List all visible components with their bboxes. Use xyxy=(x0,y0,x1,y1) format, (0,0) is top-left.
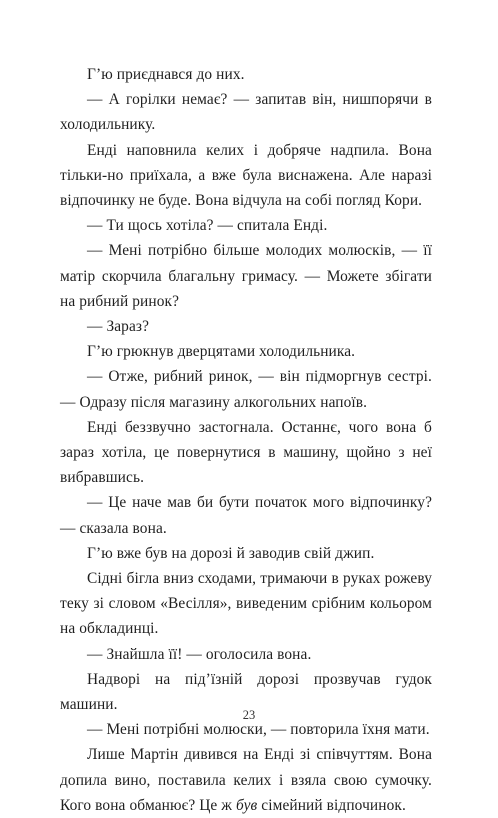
paragraph-6: — Зараз? xyxy=(87,318,150,336)
paragraph-13: — Знайшла її! — оголосила вона. xyxy=(87,645,312,663)
paragraph-12: Сідні бігла вниз сходами, тримаючи в руках рожеву теку зі словом «Весілля», виведеним срібним кольором на обкладинці. xyxy=(60,570,432,638)
paragraph-16-text-end: сімейний відпочинок. xyxy=(257,796,406,814)
paragraph-14: Надворі на під’їзній дорозі прозвучав гудок машини. xyxy=(60,670,432,714)
paragraph-10: — Це наче мав би бути початок мого відпочинку? — сказала вона. xyxy=(60,494,432,537)
paragraph-9: Енді беззвучно застогнала. Останнє, чого вона б зараз хотіла, це повернутися в машину, щойно з неї вибравшись. xyxy=(60,418,432,487)
book-page-text xyxy=(60,62,432,818)
paragraph-2: — А горілки немає? — запитав він, нишпорячи в холодильнику. xyxy=(60,91,432,134)
paragraph-15: — Мені потрібні молюски, — повторила їхня мати. xyxy=(87,721,430,739)
paragraph-1: Г’ю приєднався до них. xyxy=(87,66,245,83)
paragraph-16-emphasis: був xyxy=(235,796,258,814)
paragraph-3: Енді наповнила келих і добряче надпила. Вона тільки-но приїхала, а вже була виснажена. Але наразі відпочинку не буде. Вона відчула на собі погляд Кори. xyxy=(60,141,432,210)
paragraph-4: — Ти щось хотіла? — спитала Енді. xyxy=(87,217,328,235)
page-number: 23 xyxy=(242,708,256,722)
paragraph-16-text-start: Лише Мартін дивився на Енді зі співчуттям. Вона допила вино, поставила келих і взяла свою сумочку. Кого вона обманює? Це ж xyxy=(60,746,432,814)
paragraph-5: — Мені потрібно більше молодих молюсків, — її матір скорчила благальну гримасу. — Можете збігати на рибний ринок? xyxy=(60,242,432,310)
paragraph-11: Г’ю вже був на дорозі й заводив свій джип. xyxy=(87,544,375,562)
paragraph-8: — Отже, рибний ринок, — він підморгнув сестрі. — Одразу після магазину алкогольних напоїв. xyxy=(60,368,432,411)
paragraph-7: Г’ю грюкнув дверцятами холодильника. xyxy=(87,343,356,361)
paragraph-16 xyxy=(60,742,432,818)
